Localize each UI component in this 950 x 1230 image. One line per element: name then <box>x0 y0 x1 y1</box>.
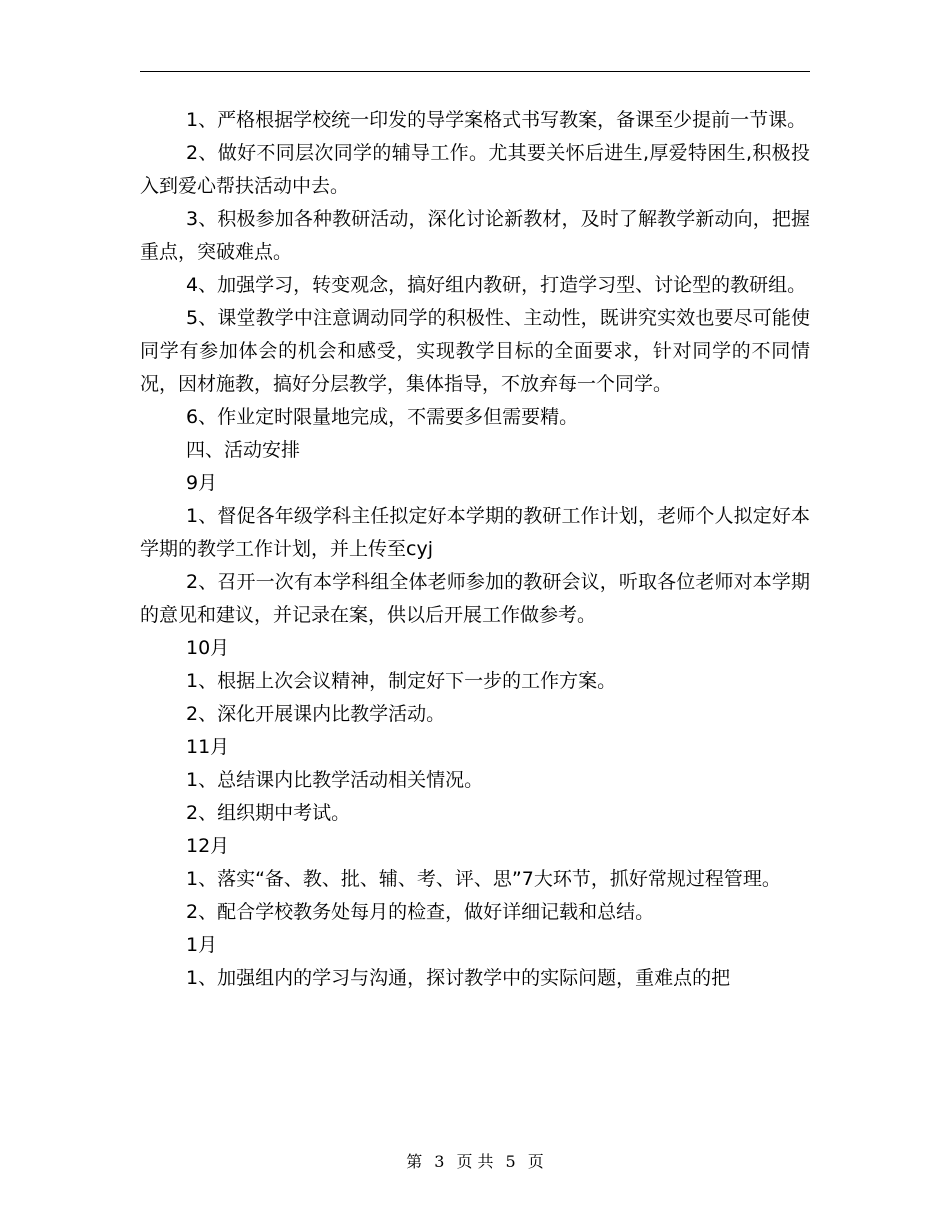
month-heading: 1月 <box>186 934 218 956</box>
page-total: 5 <box>505 1152 516 1171</box>
page-footer <box>0 1150 950 1174</box>
paragraph: 1、加强组内的学习与沟通，探讨教学中的实际问题，重难点的把 <box>186 967 731 989</box>
paragraph: 2、深化开展课内比教学活动。 <box>186 703 446 725</box>
footer-prefix: 第 <box>406 1152 423 1171</box>
paragraph: 4、加强学习，转变观念，搞好组内教研，打造学习型、讨论型的教研组。 <box>186 274 807 296</box>
paragraph: 2、配合学校教务处每月的检查，做好详细记载和总结。 <box>186 901 655 923</box>
paragraph: 1、严格根据学校统一印发的导学案格式书写教案，备课至少提前一节课。 <box>186 109 807 131</box>
month-heading: 11月 <box>186 736 230 758</box>
footer-suffix: 页 <box>527 1152 544 1171</box>
paragraph: 2、召开一次有本学科组全体老师参加的教研会议，听取各位老师对本学期的意见和建议，并记录在案，供以后开展工作做参考。 <box>140 571 810 626</box>
month-heading: 10月 <box>186 637 230 659</box>
document-body <box>140 104 810 995</box>
paragraph: 2、组织期中考试。 <box>186 802 351 824</box>
paragraph: 6、作业定时限量地完成，不需要多但需要精。 <box>186 406 579 428</box>
paragraph: 5、课堂教学中注意调动同学的积极性、主动性，既讲究实效也要尽可能使同学有参加体会的机会和感受，实现教学目标的全面要求，针对同学的不同情况，因材施教，搞好分层教学，集体指导，不放弃每一个同学。 <box>140 307 810 395</box>
paragraph: 3、积极参加各种教研活动，深化讨论新教材，及时了解教学新动向，把握重点，突破难点。 <box>140 208 810 263</box>
paragraph: 2、做好不同层次同学的辅导工作。尤其要关怀后进生,厚爱特困生,积极投入到爱心帮扶活动中去。 <box>140 142 810 197</box>
page-number: 3 <box>434 1152 445 1171</box>
month-heading: 9月 <box>186 472 218 494</box>
paragraph: 1、落实“备、教、批、辅、考、评、思”7大环节，抓好常规过程管理。 <box>186 868 781 890</box>
header-rule <box>140 71 810 72</box>
paragraph: 1、督促各年级学科主任拟定好本学期的教研工作计划，老师个人拟定好本学期的教学工作计划，并上传至cyj <box>140 505 810 560</box>
paragraph: 1、总结课内比教学活动相关情况。 <box>186 769 484 791</box>
paragraph: 1、根据上次会议精神，制定好下一步的工作方案。 <box>186 670 617 692</box>
footer-mid: 页 共 <box>456 1152 494 1171</box>
section-heading: 四、活动安排 <box>186 439 301 461</box>
month-heading: 12月 <box>186 835 230 857</box>
